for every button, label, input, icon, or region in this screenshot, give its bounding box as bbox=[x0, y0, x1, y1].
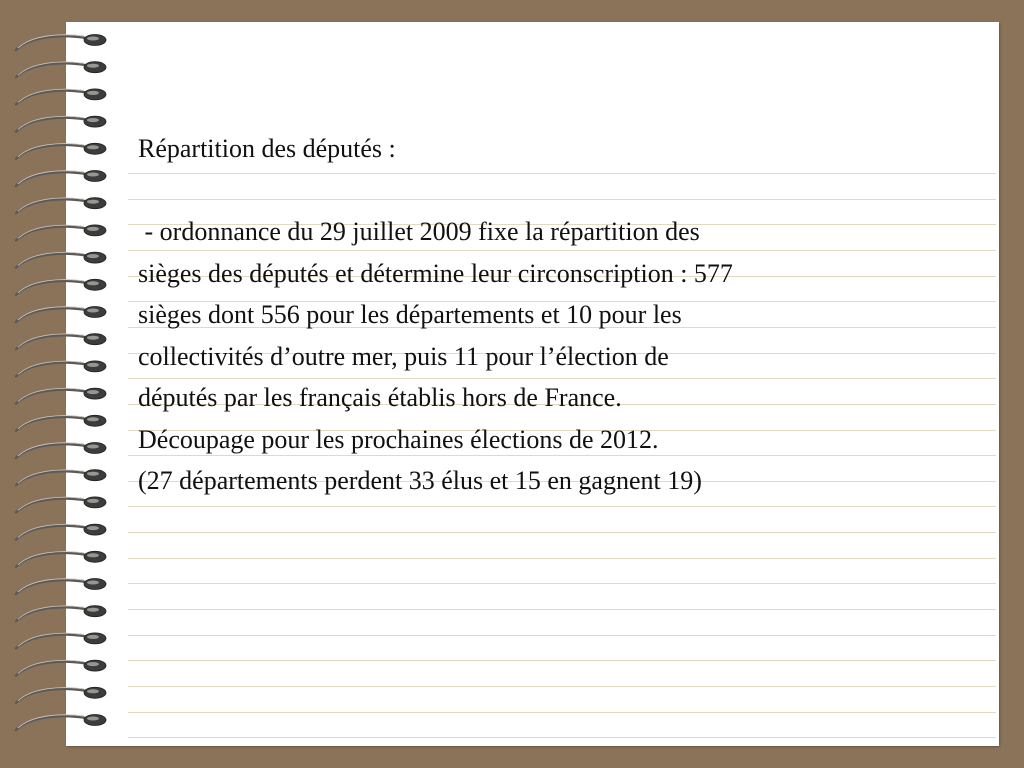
blank-line bbox=[138, 170, 958, 212]
slide-text bbox=[138, 128, 958, 502]
paragraph-line-3: sièges dont 556 pour les départements et 10 pour les bbox=[138, 300, 682, 329]
paragraph-line-1: - ordonnance du 29 juillet 2009 fixe la répartition des bbox=[138, 217, 700, 246]
paragraph-line-6: Découpage pour les prochaines élections de 2012. bbox=[138, 424, 659, 454]
paragraph-line-2: sièges des députés et détermine leur circonscription : 577 bbox=[138, 258, 733, 288]
paragraph-line-7: (27 départements perdent 33 élus et 15 en gagnent 19) bbox=[138, 466, 702, 495]
slide-heading: Répartition des députés : bbox=[138, 134, 396, 163]
paragraph-line-4: collectivités d’outre mer, puis 11 pour l’élection de bbox=[138, 341, 669, 371]
paragraph-line-5: députés par les français établis hors de France. bbox=[138, 383, 622, 412]
